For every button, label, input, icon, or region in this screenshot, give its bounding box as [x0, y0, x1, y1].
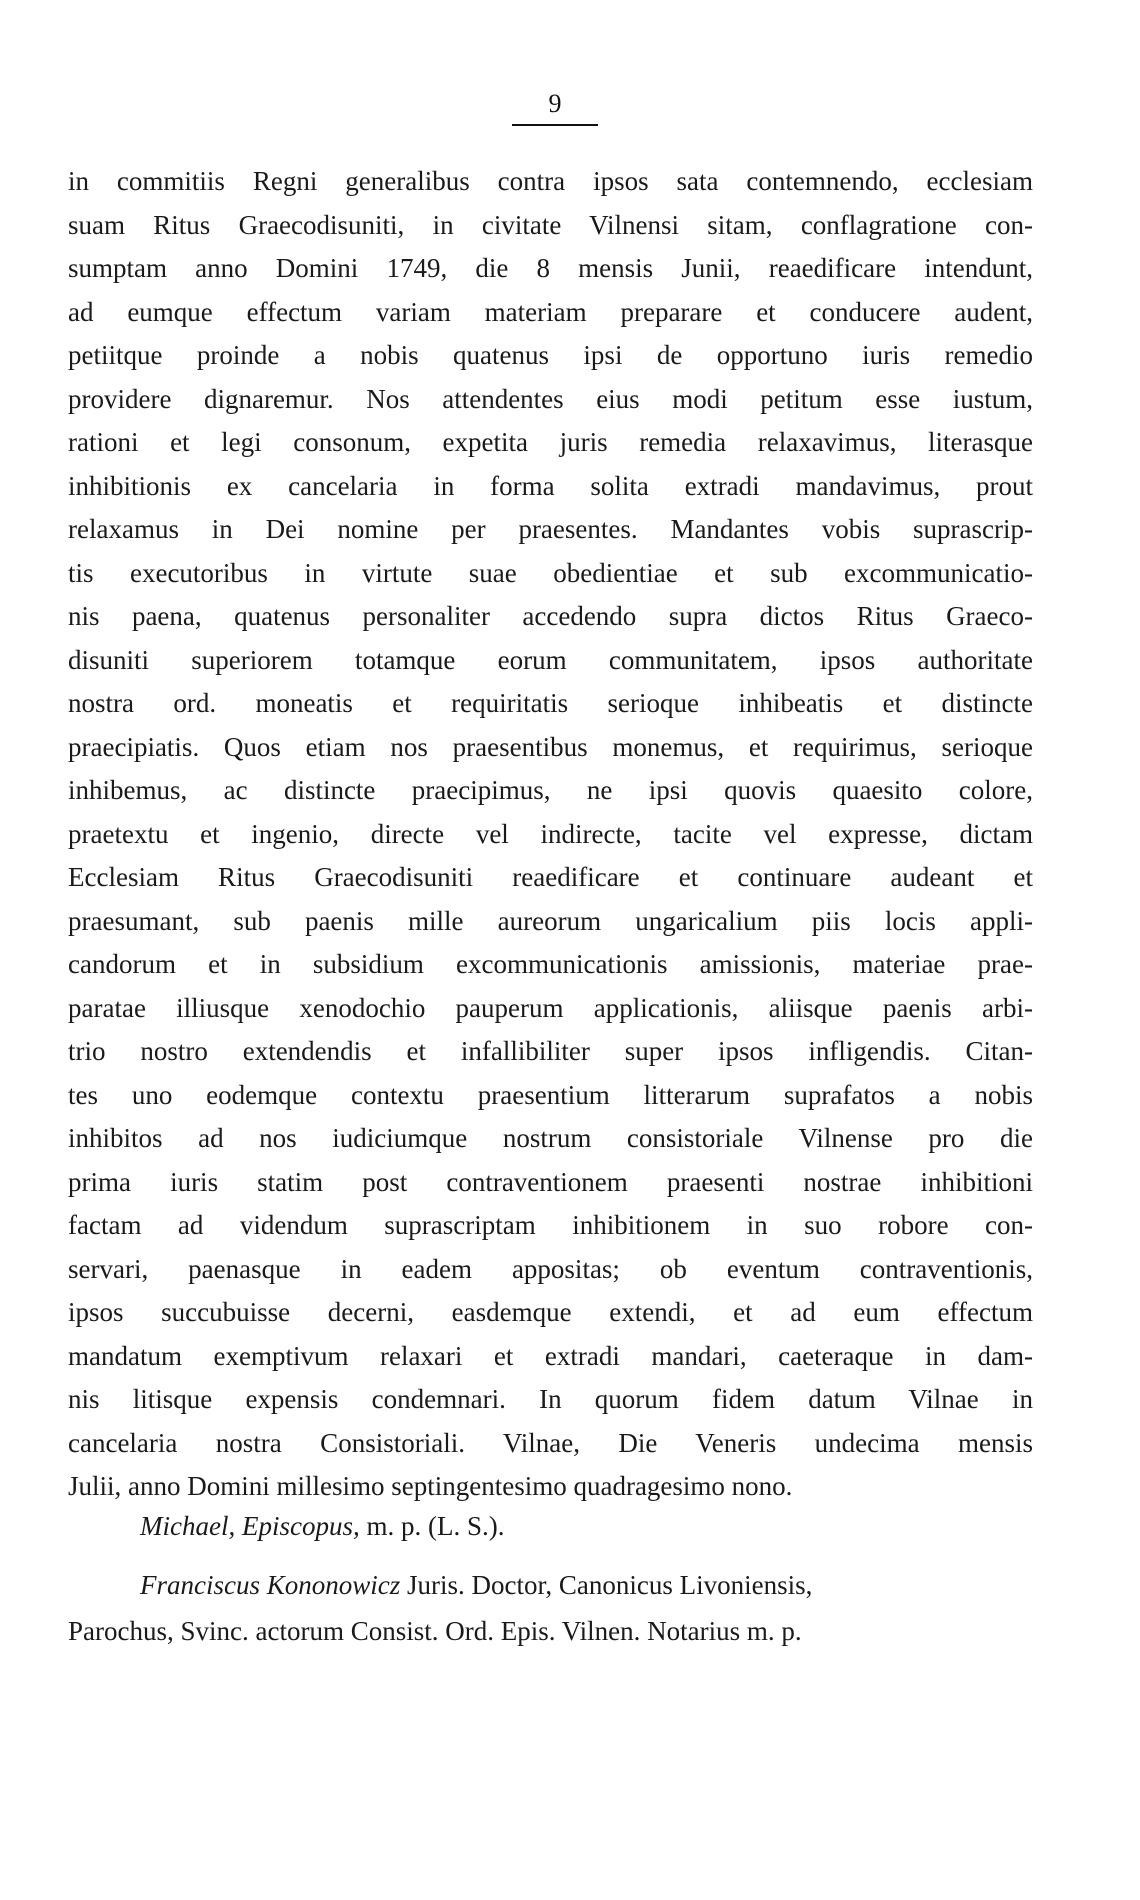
text-line: inhibitos ad nos iudiciumque nostrum consistoriale Vilnense pro die [68, 1123, 1033, 1153]
text-line: providere dignaremur. Nos attendentes eius modi petitum esse iustum, [68, 383, 1033, 414]
text-line: praetextu et ingenio, directe vel indirecte, tacite vel expresse, dictam [68, 818, 1033, 849]
page-header [505, 90, 605, 126]
text-line: factam ad videndum suprascriptam inhibitionem in suo robore con- [68, 1210, 1033, 1240]
text-line: relaxamus in Dei nomine per praesentes. Mandantes vobis suprascrip- [68, 514, 1033, 544]
page-number: 9 [548, 89, 562, 118]
text-line: in commitiis Regni generalibus contra ipsos sata contemnendo, ecclesiam [68, 166, 1033, 196]
text-line: tis executoribus in virtute suae obedientiae et sub excommunicatio- [68, 557, 1033, 588]
header-rule [512, 124, 598, 126]
text-line: prima iuris statim post contraventionem praesenti nostrae inhibitioni [68, 1166, 1033, 1197]
notary-name: Franciscus Kononowicz [140, 1570, 401, 1600]
text-line: servari, paenasque in eadem appositas; ob eventum contraventionis, [68, 1253, 1033, 1284]
text-line: rationi et legi consonum, expetita juris remedia relaxavimus, literasque [68, 427, 1033, 457]
text-line: sumptam anno Domini 1749, die 8 mensis Junii, reaedificare intendunt, [68, 253, 1033, 283]
text-line: ad eumque effectum variam materiam preparare et conducere audent, [68, 296, 1033, 327]
text-line: ipsos succubuisse decerni, easdemque extendi, et ad eum effectum [68, 1297, 1033, 1327]
signature-block [68, 1500, 1033, 1654]
notary-office: Parochus, Svinc. actorum Consist. Ord. Epis. Vilnen. Notarius m. p. [68, 1616, 802, 1646]
text-line: mandatum exemptivum relaxari et extradi mandari, caeteraque in dam- [68, 1340, 1033, 1371]
text-line: petiitque proinde a nobis quatenus ipsi de opportuno iuris remedio [68, 340, 1033, 370]
text-line: paratae illiusque xenodochio pauperum applicationis, aliisque paenis arbi- [68, 992, 1033, 1023]
text-line: disuniti superiorem totamque eorum communitatem, ipsos authoritate [68, 644, 1033, 675]
text-line: praesumant, sub paenis mille aureorum ungaricalium piis locis appli- [68, 905, 1033, 936]
text-line: tes uno eodemque contextu praesentium litterarum suprafatos a nobis [68, 1079, 1033, 1110]
text-line: candorum et in subsidium excommunicationis amissionis, materiae prae- [68, 949, 1033, 979]
text-line: nostra ord. moneatis et requiritatis serioque inhibeatis et distincte [68, 688, 1033, 718]
text-line: inhibitionis ex cancelaria in forma solita extradi mandavimus, prout [68, 470, 1033, 501]
text-line: trio nostro extendendis et infallibiliter super ipsos infligendis. Citan- [68, 1036, 1033, 1066]
text-line: Ecclesiam Ritus Graecodisuniti reaedificare et continuare audeant et [68, 862, 1033, 892]
text-line: nis litisque expensis condemnari. In quorum fidem datum Vilnae in [68, 1384, 1033, 1414]
bishop-signature [68, 1500, 1033, 1552]
body-text [68, 160, 1033, 1509]
text-line: nis paena, quatenus personaliter accedendo supra dictos Ritus Graeco- [68, 601, 1033, 631]
text-line: Julii, anno Domini millesimo septingentesimo quadragesimo nono. [68, 1471, 793, 1501]
bishop-mark: m. p. (L. S.). [366, 1511, 505, 1541]
text-line: inhibemus, ac distincte praecipimus, ne ipsi quovis quaesito colore, [68, 775, 1033, 805]
notary-title: Juris. Doctor, Canonicus Livoniensis, [407, 1570, 813, 1600]
bishop-name: Michael, Episcopus, [140, 1511, 360, 1541]
notary-signature [68, 1552, 1033, 1608]
text-line: cancelaria nostra Consistoriali. Vilnae, Die Veneris undecima mensis [68, 1427, 1033, 1458]
text-line: praecipiatis. Quos etiam nos praesentibus monemus, et requirimus, serioque [68, 731, 1033, 762]
text-line: suam Ritus Graecodisuniti, in civitate Vilnensi sitam, conflagratione con- [68, 209, 1033, 240]
